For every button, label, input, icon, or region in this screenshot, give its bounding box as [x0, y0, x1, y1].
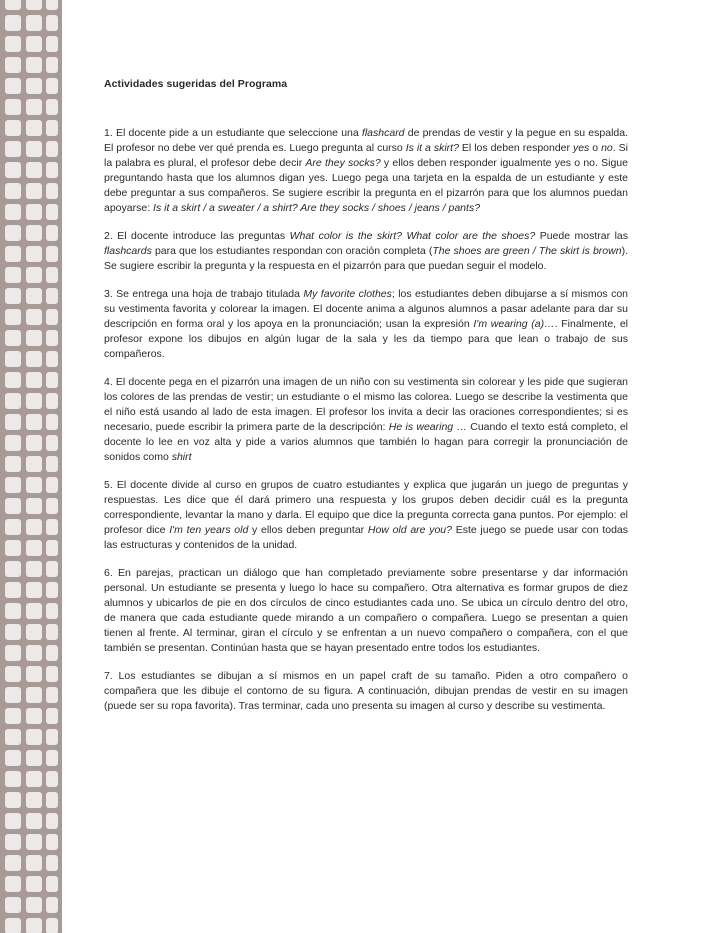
- film-hole: [46, 855, 58, 871]
- film-hole: [46, 729, 58, 745]
- film-hole: [46, 918, 58, 933]
- paragraph-text-segment: de prendas de vestir y la pegue en su espalda. El profesor no debe ver qué prenda es. Luego pregunta al curso: [104, 127, 628, 154]
- film-hole: [5, 813, 21, 829]
- film-hole: [26, 183, 42, 199]
- activity-paragraph-4: [104, 375, 628, 465]
- film-hole: [46, 57, 58, 73]
- film-hole: [5, 120, 21, 136]
- film-hole: [5, 36, 21, 52]
- paragraph-text-segment: Este juego se puede usar con todas las estructuras y contenidos de la unidad.: [104, 524, 629, 551]
- film-hole: [5, 57, 21, 73]
- paragraph-text-segment: How old are you?: [367, 524, 452, 536]
- film-hole: [26, 162, 42, 178]
- film-hole: [26, 561, 42, 577]
- film-hole: [46, 456, 58, 472]
- film-hole: [46, 792, 58, 808]
- film-hole: [26, 666, 42, 682]
- film-hole: [46, 120, 58, 136]
- film-hole: [46, 813, 58, 829]
- film-hole: [46, 204, 58, 220]
- film-hole: [46, 477, 58, 493]
- paragraph-text-segment: Is it a skirt / a sweater / a shirt? Are they socks / shoes / jeans / pants?: [153, 202, 481, 214]
- film-hole: [46, 393, 58, 409]
- film-strip-holes-right: [46, 0, 58, 933]
- film-hole: [5, 582, 21, 598]
- paragraph-text-segment: . Finalmente, el profesor expone los dibujos en algún lugar de la sala y les da tiempo para que lean o trabajo de sus compañeros.: [104, 318, 628, 360]
- film-hole: [26, 750, 42, 766]
- film-hole: [46, 435, 58, 451]
- film-hole: [5, 456, 21, 472]
- paragraph-text-segment: The shoes are green / The skirt is brown: [432, 245, 622, 257]
- paragraph-text-segment: o: [589, 142, 602, 154]
- paragraph-text-segment: yes: [572, 142, 590, 154]
- film-hole: [46, 708, 58, 724]
- paragraph-text-segment: Is it a skirt?: [405, 142, 459, 154]
- film-hole: [46, 582, 58, 598]
- film-hole: [46, 519, 58, 535]
- paragraph-text-segment: Cuando el texto está completo, el docente lo lee en voz alta y pide a varios alumnos que también lo hagan para corregir la pronunciación de sonidos como: [104, 421, 629, 463]
- film-hole: [5, 414, 21, 430]
- film-hole: [46, 309, 58, 325]
- film-hole: [46, 225, 58, 241]
- film-hole: [46, 666, 58, 682]
- film-hole: [46, 372, 58, 388]
- film-hole: [26, 498, 42, 514]
- paragraph-text-segment: Puede mostrar las: [535, 230, 629, 242]
- paragraph-text-segment: ). Se sugiere escribir la pregunta y la respuesta en el pizarrón para que puedan seguir el modelo.: [104, 245, 628, 272]
- film-hole: [26, 813, 42, 829]
- film-hole: [26, 36, 42, 52]
- film-hole: [5, 624, 21, 640]
- film-hole: [5, 393, 21, 409]
- paragraph-text-segment: 7. Los estudiantes se dibujan a sí mismos en un papel craft de su tamaño. Piden a otro compañero o compañera que les dibuje el contorno de su figura. A continuación, dibujan prendas de vestir en su imagen (puede ser su ropa favorita). Tras terminar, cada uno presenta su imagen al curso y describe su vestimenta.: [104, 670, 628, 712]
- film-hole: [26, 57, 42, 73]
- film-hole: [5, 225, 21, 241]
- film-hole: [46, 141, 58, 157]
- activity-paragraph-2: [104, 229, 628, 274]
- film-hole: [46, 267, 58, 283]
- film-hole: [46, 603, 58, 619]
- film-hole: [5, 288, 21, 304]
- film-hole: [26, 288, 42, 304]
- film-hole: [5, 372, 21, 388]
- paragraph-text-segment: ; los estudiantes deben dibujarse a sí mismos con su vestimenta favorita y colorear la imagen. El docente anima a algunos alumnos a pasar adelante para dar su descripción en forma oral y los apoya en la pronunciación; usan la expresión: [104, 288, 629, 330]
- film-hole: [46, 162, 58, 178]
- film-hole: [46, 99, 58, 115]
- film-hole: [26, 456, 42, 472]
- film-hole: [26, 414, 42, 430]
- paragraph-text-segment: 6. En parejas, practican un diálogo que han completado previamente sobre presentarse y dar información personal. Un estudiante se presenta y luego lo hace su compañero. Otra alternativa es formar grupos de diez alumnos y ubicarlos de pie en dos círculos de cinco estudiantes cada uno. Se ubica un círculo dentro del otro, de manera que cada estudiante quede mirando a un compañero o compañera. Luego se presentan a quien tienen al frente. Al terminar, giran el círculo y se enfrentan a un nuevo compañero o compañera, con el que también se presentan. Continúan hasta que se hayan presentado entre todos los estudiantes.: [104, 567, 628, 654]
- paragraph-text-segment: flashcard: [361, 127, 405, 139]
- film-hole: [5, 708, 21, 724]
- paragraph-text-segment: I'm wearing (a)…: [473, 318, 555, 330]
- film-hole: [46, 498, 58, 514]
- film-hole: [5, 687, 21, 703]
- paragraph-text-segment: El los deben responder: [458, 142, 573, 154]
- film-hole: [46, 0, 58, 10]
- film-hole: [5, 309, 21, 325]
- film-hole: [26, 15, 42, 31]
- film-hole: [26, 372, 42, 388]
- film-hole: [46, 246, 58, 262]
- film-hole: [5, 834, 21, 850]
- document-title: Actividades sugeridas del Programa: [104, 78, 288, 90]
- paragraph-text-segment: 5. El docente divide al curso en grupos de cuatro estudiantes y explica que jugarán un juego de preguntas y respuestas. Les dice que él dará primero una respuesta y los grupos deben decidir cuál es la pregunta correspondiente, levantar la mano y darla. El equipo que dice la pregunta correcta gana puntos. Por ejemplo: el profesor dice: [104, 479, 628, 536]
- film-hole: [5, 0, 21, 10]
- film-strip-border: [0, 0, 62, 933]
- activity-list: [104, 126, 628, 714]
- film-hole: [26, 120, 42, 136]
- paragraph-text-segment: 2. El docente introduce las preguntas: [104, 230, 290, 242]
- activity-paragraph-5: [104, 478, 628, 553]
- film-hole: [26, 519, 42, 535]
- film-hole: [5, 78, 21, 94]
- film-hole: [26, 393, 42, 409]
- paragraph-text-segment: para que los estudiantes respondan con oración completa (: [151, 245, 433, 257]
- film-hole: [5, 330, 21, 346]
- film-hole: [5, 435, 21, 451]
- film-hole: [5, 666, 21, 682]
- film-hole: [5, 204, 21, 220]
- film-hole: [5, 477, 21, 493]
- film-hole: [5, 267, 21, 283]
- film-hole: [26, 78, 42, 94]
- film-hole: [26, 309, 42, 325]
- film-hole: [5, 141, 21, 157]
- film-hole: [26, 771, 42, 787]
- film-hole: [46, 540, 58, 556]
- film-hole: [26, 792, 42, 808]
- film-hole: [5, 246, 21, 262]
- film-hole: [46, 36, 58, 52]
- film-hole: [26, 225, 42, 241]
- film-hole: [26, 351, 42, 367]
- paragraph-text-segment: Are they socks?: [305, 157, 381, 169]
- film-hole: [26, 897, 42, 913]
- film-hole: [5, 519, 21, 535]
- film-hole: [26, 330, 42, 346]
- film-hole: [26, 99, 42, 115]
- paragraph-text-segment: 1. El docente pide a un estudiante que seleccione una: [104, 127, 362, 139]
- film-hole: [26, 624, 42, 640]
- film-hole: [5, 540, 21, 556]
- film-hole: [26, 645, 42, 661]
- film-hole: [5, 792, 21, 808]
- film-hole: [5, 897, 21, 913]
- activity-paragraph-3: [104, 287, 628, 362]
- film-hole: [46, 414, 58, 430]
- film-hole: [5, 351, 21, 367]
- film-hole: [46, 288, 58, 304]
- film-hole: [46, 876, 58, 892]
- film-hole: [26, 729, 42, 745]
- film-hole: [46, 645, 58, 661]
- film-strip-holes-middle: [26, 0, 42, 933]
- film-strip-holes-left: [5, 0, 21, 933]
- film-hole: [26, 267, 42, 283]
- activity-paragraph-6: [104, 566, 628, 656]
- film-hole: [5, 771, 21, 787]
- film-hole: [5, 729, 21, 745]
- paragraph-text-segment: . Si la palabra es plural, el profesor debe decir: [104, 142, 628, 169]
- film-hole: [5, 645, 21, 661]
- paragraph-text-segment: He is wearing …: [388, 421, 467, 433]
- film-hole: [46, 687, 58, 703]
- film-hole: [46, 183, 58, 199]
- film-hole: [26, 540, 42, 556]
- film-hole: [5, 183, 21, 199]
- film-hole: [5, 876, 21, 892]
- film-hole: [5, 561, 21, 577]
- document-page: [104, 78, 628, 727]
- film-hole: [26, 141, 42, 157]
- film-hole: [46, 771, 58, 787]
- film-hole: [5, 603, 21, 619]
- film-hole: [26, 435, 42, 451]
- film-hole: [26, 834, 42, 850]
- film-hole: [26, 687, 42, 703]
- activity-paragraph-7: [104, 669, 628, 714]
- film-hole: [5, 750, 21, 766]
- film-hole: [5, 498, 21, 514]
- film-hole: [26, 0, 42, 10]
- film-hole: [46, 330, 58, 346]
- film-hole: [46, 351, 58, 367]
- film-hole: [46, 561, 58, 577]
- paragraph-text-segment: I'm ten years old: [169, 524, 249, 536]
- film-hole: [5, 918, 21, 933]
- paragraph-text-segment: no: [601, 142, 613, 154]
- film-hole: [26, 855, 42, 871]
- activity-paragraph-1: [104, 126, 628, 216]
- film-hole: [26, 708, 42, 724]
- film-hole: [46, 624, 58, 640]
- film-hole: [26, 603, 42, 619]
- film-hole: [46, 834, 58, 850]
- paragraph-text-segment: My favorite clothes: [303, 288, 392, 300]
- film-hole: [46, 78, 58, 94]
- film-hole: [26, 204, 42, 220]
- paragraph-text-segment: 4. El docente pega en el pizarrón una imagen de un niño con su vestimenta sin colorear y les pide que sugieran los colores de las prendas de vestir; un estudiante o el mismo las colorea. Luego se describe la vestimenta que el niño está usando al lado de esta imagen. El profesor los invita a decir las oraciones correspondientes; si es necesario, puede escribir la primera parte de la descripción:: [104, 376, 628, 433]
- film-hole: [46, 15, 58, 31]
- film-hole: [5, 855, 21, 871]
- paragraph-text-segment: y ellos deben preguntar: [248, 524, 368, 536]
- film-hole: [26, 246, 42, 262]
- film-hole: [5, 99, 21, 115]
- paragraph-text-segment: 3. Se entrega una hoja de trabajo titulada: [104, 288, 304, 300]
- film-hole: [26, 876, 42, 892]
- film-hole: [5, 162, 21, 178]
- film-hole: [26, 477, 42, 493]
- paragraph-text-segment: y ellos deben responder igualmente yes o no. Sigue preguntando hasta que los alumnos digan yes. Luego pega una tarjeta en la espalda de un estudiante y este debe preguntar a sus compañeros. Se sugiere escribir la pregunta en el pizarrón para que los alumnos puedan apoyarse:: [104, 157, 628, 214]
- film-hole: [5, 15, 21, 31]
- film-hole: [46, 750, 58, 766]
- film-hole: [26, 582, 42, 598]
- paragraph-text-segment: What color is the skirt? What color are the shoes?: [289, 230, 536, 242]
- film-hole: [26, 918, 42, 933]
- film-hole: [46, 897, 58, 913]
- paragraph-text-segment: flashcards: [104, 245, 152, 257]
- paragraph-text-segment: shirt: [171, 451, 192, 463]
